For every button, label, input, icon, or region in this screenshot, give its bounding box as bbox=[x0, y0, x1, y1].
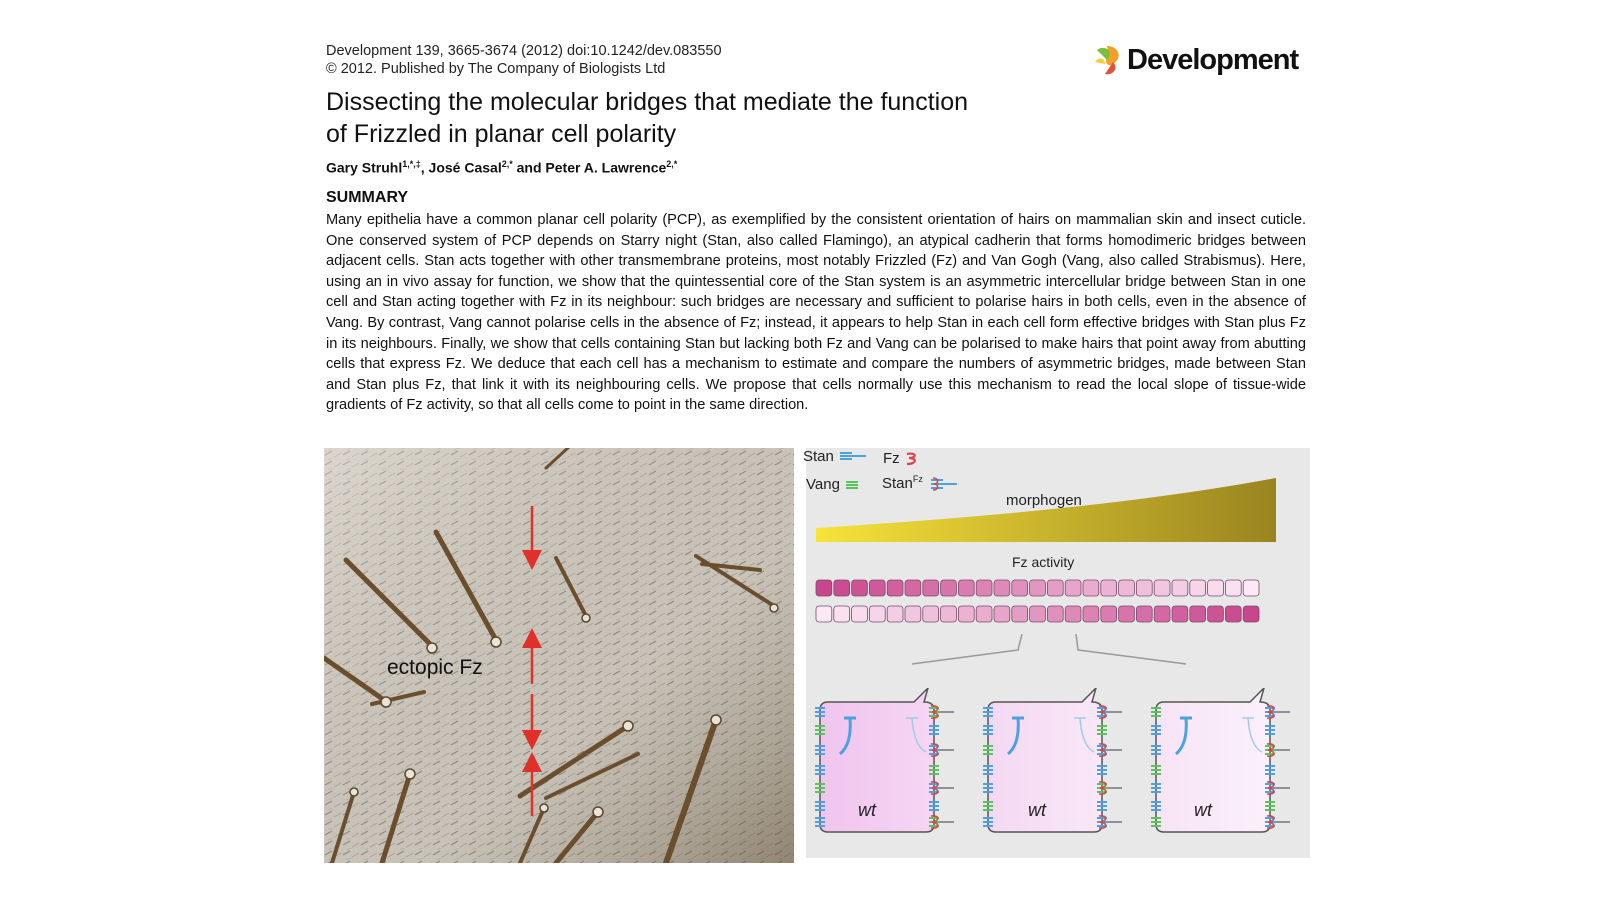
citation bbox=[326, 42, 722, 78]
fz-activity-cell bbox=[1047, 580, 1063, 596]
fz-activity-cell bbox=[887, 606, 903, 622]
summary-heading: SUMMARY bbox=[326, 189, 409, 206]
legend-stanfz-label: Stan bbox=[882, 475, 913, 492]
fz-activity-cell bbox=[1208, 580, 1224, 596]
author-affiliation: 1,*,‡ bbox=[402, 159, 421, 169]
title-line-1: Dissecting the molecular bridges that mediate the function bbox=[326, 88, 969, 116]
development-logo-icon bbox=[1083, 36, 1129, 88]
fz-activity-cell bbox=[1065, 606, 1081, 622]
fz-activity-cell bbox=[1208, 606, 1224, 622]
fz-activity-cell bbox=[941, 606, 957, 622]
fz-activity-cell bbox=[852, 606, 868, 622]
pcp-diagram bbox=[803, 448, 1310, 858]
fz-activity-cell bbox=[1243, 606, 1259, 622]
cells-drawing bbox=[806, 688, 1310, 858]
fz-activity-cell bbox=[1172, 580, 1188, 596]
legend-stan-label: Stan bbox=[803, 448, 834, 465]
fz-activity-cell bbox=[976, 606, 992, 622]
fz-activity-cell bbox=[869, 606, 885, 622]
cell-1 bbox=[820, 688, 934, 832]
author-separator: and bbox=[512, 159, 546, 176]
fz-activity-cell bbox=[1225, 606, 1241, 622]
fz-activity-cell bbox=[976, 580, 992, 596]
author-separator: , bbox=[420, 159, 429, 176]
fz-activity-cell bbox=[1154, 580, 1170, 596]
fz-activity-cell bbox=[1101, 606, 1117, 622]
fz-activity-cell bbox=[834, 606, 850, 622]
article-title bbox=[326, 86, 1086, 150]
fz-activity-cell bbox=[923, 580, 939, 596]
cell-3 bbox=[1156, 688, 1270, 832]
morphogen-label: morphogen bbox=[1006, 492, 1082, 509]
citation-line-1: Development 139, 3665-3674 (2012) doi:10.1242/dev.083550 bbox=[326, 43, 722, 59]
fz-activity-cell bbox=[1225, 580, 1241, 596]
fz-activity-cell bbox=[905, 580, 921, 596]
journal-name: Development bbox=[1127, 44, 1299, 76]
fz-activity-cell bbox=[1012, 580, 1028, 596]
fz-activity-rows bbox=[806, 576, 1310, 636]
fz-activity-cell bbox=[1012, 606, 1028, 622]
fz-activity-cell bbox=[887, 580, 903, 596]
fz-activity-cell bbox=[1065, 580, 1081, 596]
fz-activity-cell bbox=[816, 606, 832, 622]
fz-activity-cell bbox=[905, 606, 921, 622]
fz-activity-cell bbox=[1083, 580, 1099, 596]
fz-activity-cell bbox=[1136, 606, 1152, 622]
fz-activity-cell bbox=[1172, 606, 1188, 622]
fz-activity-cell bbox=[923, 606, 939, 622]
fz-activity-cell bbox=[958, 580, 974, 596]
fz-activity-cell bbox=[941, 580, 957, 596]
summary-body: Many epithelia have a common planar cell polarity (PCP), as exemplified by the consistent orientation of hairs on mammalian skin and insect cuticle. One conserved system of PCP depends on Starry night (Stan, also called Flamingo), an atypical cadherin that forms homodimeric bridges between adjacent cells. Stan acts together with other transmembrane proteins, most notably Frizzled (Fz) and Van Gogh (Vang, also called Strabismus). Here, using an in vivo assay for function, we show that the quintessential core of the Stan system is an asymmetric intercellular bridge between Stan in one cell and Stan acting together with Fz in its neighbour: such bridges are necessary and sufficient to polarise hairs in both cells, even in the absence of Vang. By contrast, Vang cannot polarise cells in the absence of Fz; instead, it appears to help Stan in each cell form effective bridges with Stan plus Fz in its neighbours. Finally, we show that cells containing Stan but lacking both Fz and Vang can be polarised to make hairs that point away from abutting cells that express Fz. We deduce that each cell has a mechanism to estimate and compare the numbers of asymmetric bridges, made between Stan and Stan plus Fz, that link it with its neighbouring cells. We propose that cells normally use this mechanism to read the local slope of tissue-wide gradients of Fz activity, so that all cells come to point in the same direction. bbox=[326, 212, 1306, 414]
citation-line-2: © 2012. Published by The Company of Biologists Ltd bbox=[326, 61, 666, 77]
author-name: José Casal bbox=[428, 159, 502, 176]
micrograph-label: ectopic Fz bbox=[387, 656, 483, 679]
fz-activity-cell bbox=[1243, 580, 1259, 596]
fz-activity-cell bbox=[816, 580, 832, 596]
fz-activity-cell bbox=[1119, 606, 1135, 622]
legend-vang-label: Vang bbox=[806, 476, 840, 493]
author-name: Peter A. Lawrence bbox=[545, 159, 667, 176]
cell-label: wt bbox=[1194, 800, 1212, 820]
fz-activity-cell bbox=[1136, 580, 1152, 596]
fz-activity-cell bbox=[1190, 606, 1206, 622]
fz-activity-cell bbox=[1190, 580, 1206, 596]
fz-activity-cell bbox=[1101, 580, 1117, 596]
fz-activity-cell bbox=[994, 580, 1010, 596]
fz-activity-cell bbox=[994, 606, 1010, 622]
fz-activity-cell bbox=[1119, 580, 1135, 596]
legend-fz-label: Fz bbox=[883, 450, 900, 467]
author-name: Gary Struhl bbox=[326, 159, 403, 176]
author-list bbox=[326, 159, 677, 176]
fz-activity-cell bbox=[1083, 606, 1099, 622]
micrograph-image bbox=[324, 448, 794, 863]
journal-logo bbox=[1083, 36, 1303, 88]
fz-activity-cell bbox=[869, 580, 885, 596]
cell-label: wt bbox=[858, 800, 876, 820]
zoom-lines bbox=[806, 634, 1310, 694]
fz-activity-cell bbox=[1047, 606, 1063, 622]
title-line-2: of Frizzled in planar cell polarity bbox=[326, 120, 677, 148]
cell-label: wt bbox=[1028, 800, 1046, 820]
fz-activity-cell bbox=[834, 580, 850, 596]
fz-activity-label: Fz activity bbox=[1012, 554, 1075, 570]
fz-activity-cell bbox=[958, 606, 974, 622]
legend-stanfz-sup: Fz bbox=[912, 474, 923, 484]
fz-activity-cell bbox=[852, 580, 868, 596]
fz-activity-cell bbox=[1030, 606, 1046, 622]
author-affiliation: 2,* bbox=[666, 159, 678, 169]
fz-activity-cell bbox=[1030, 580, 1046, 596]
author-affiliation: 2,* bbox=[501, 159, 513, 169]
fz-activity-cell bbox=[1154, 606, 1170, 622]
